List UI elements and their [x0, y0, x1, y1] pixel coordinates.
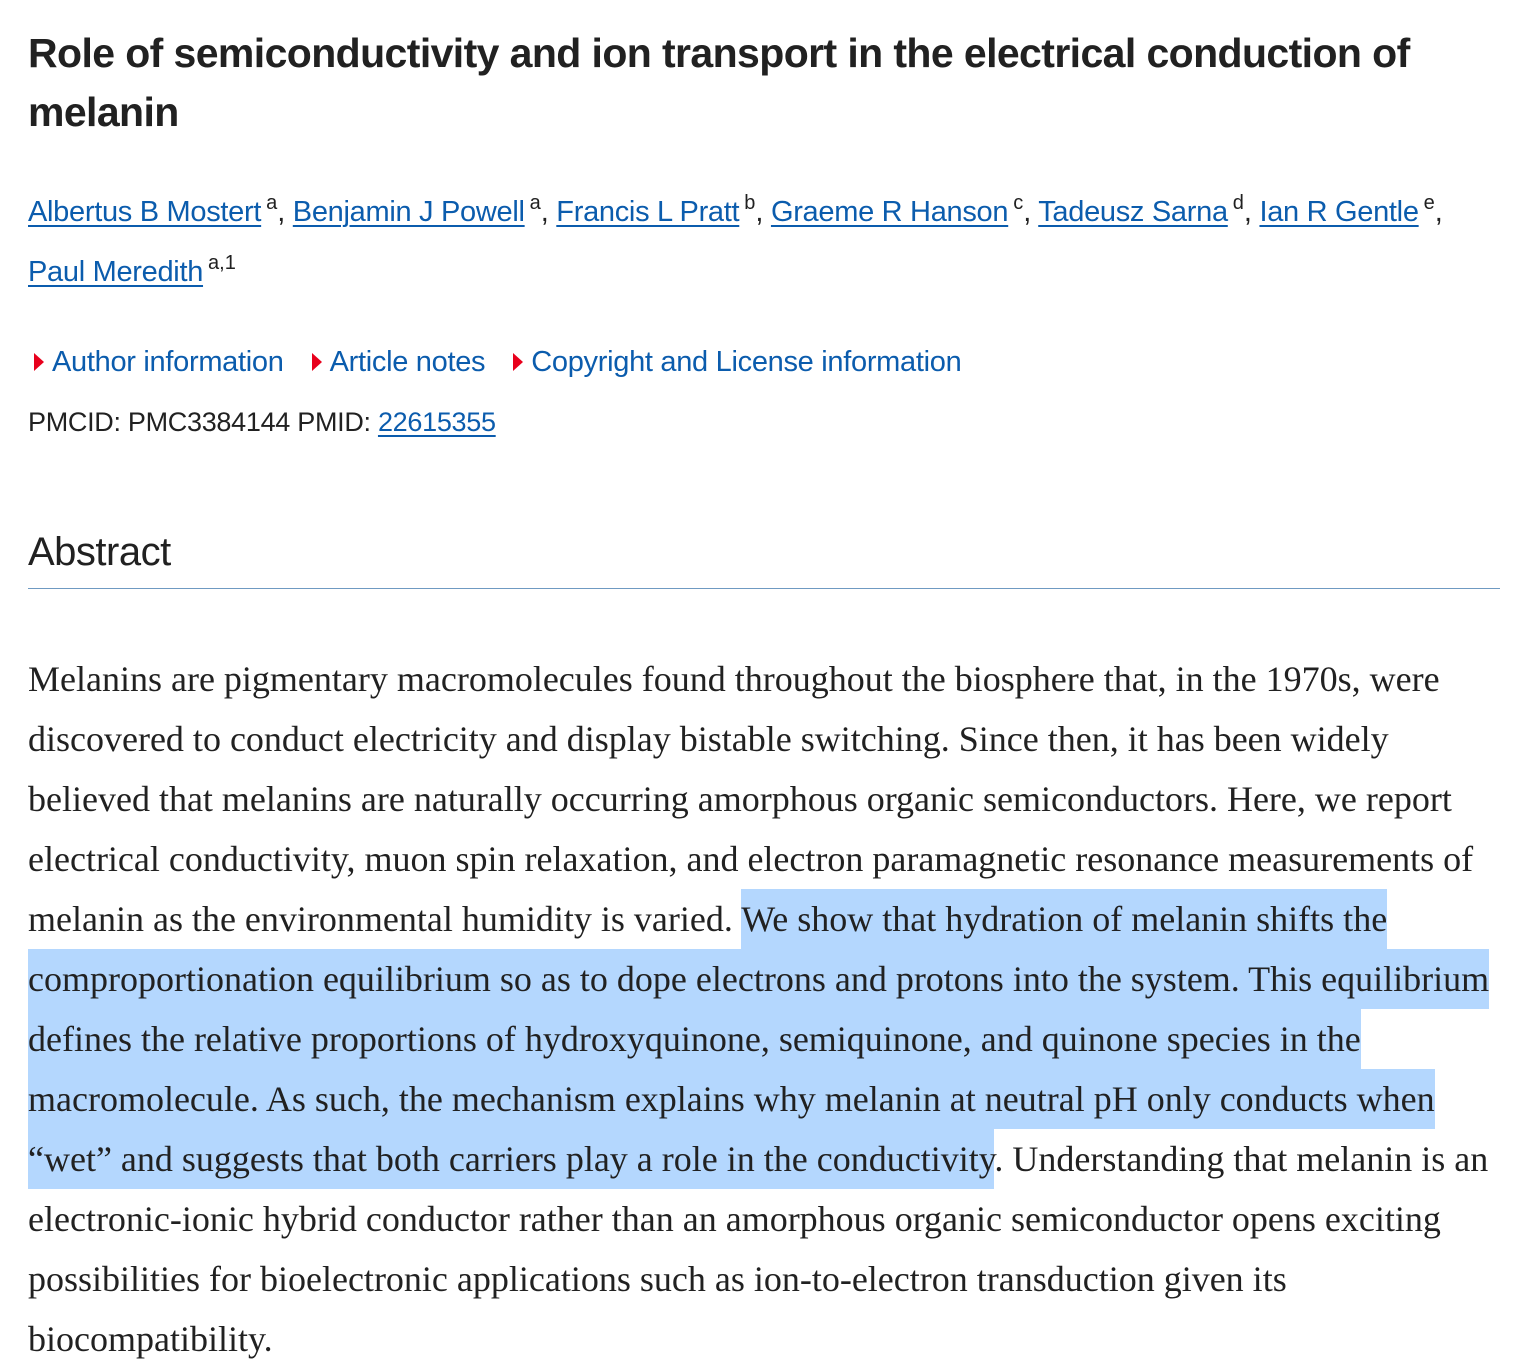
author-separator: ,	[755, 196, 764, 228]
copyright-license-toggle[interactable]	[507, 332, 961, 392]
abstract-text-before: Melanins are pigmentary macromolecules found throughout the biosphere that, in the 1970s, were discovered to conduct electricity and display bistable switching. Since then, it has been widely believed that melanins are naturally occurring amorphous organic semiconductors. Here, we report electrical conductivity, muon spin relaxation, and electron paramagnetic resonance measurements of melanin as the environmental humidity is varied.	[28, 659, 1474, 939]
pmcid-value: PMC3384144	[127, 407, 291, 437]
article-notes-toggle[interactable]	[306, 332, 486, 392]
author-separator: ,	[1023, 196, 1031, 228]
author-separator: ,	[1434, 196, 1443, 228]
author-link-gentle[interactable]: Ian R Gentle	[1259, 196, 1419, 228]
author-link-sarna[interactable]: Tadeusz Sarna	[1038, 196, 1228, 228]
caret-right-icon	[34, 353, 44, 371]
author-link-pratt[interactable]: Francis L Pratt	[556, 196, 740, 228]
article-identifiers	[28, 392, 1500, 452]
copyright-license-label: Copyright and License information	[531, 346, 962, 378]
pmid-label: PMID:	[297, 407, 371, 437]
author-separator: ,	[1243, 196, 1252, 228]
author-link-meredith[interactable]: Paul Meredith	[28, 256, 204, 288]
caret-right-icon	[312, 353, 322, 371]
article-info-toggles	[28, 332, 1500, 392]
author-list	[28, 182, 1500, 302]
author-affiliation: e	[1423, 192, 1435, 214]
author-link-mostert[interactable]: Albertus B Mostert	[28, 196, 262, 228]
author-information-toggle[interactable]	[28, 332, 284, 392]
pmcid-label: PMCID:	[28, 407, 121, 437]
author-link-powell[interactable]: Benjamin J Powell	[292, 196, 525, 228]
author-link-hanson[interactable]: Graeme R Hanson	[770, 196, 1009, 228]
article-page	[28, 0, 1500, 1369]
caret-right-icon	[513, 353, 523, 371]
author-affiliation: d	[1232, 192, 1244, 214]
author-separator: ,	[540, 196, 549, 228]
abstract-paragraph	[28, 649, 1500, 1369]
author-affiliation: b	[744, 192, 756, 214]
author-affiliation: c	[1013, 192, 1024, 214]
abstract-heading: Abstract	[28, 522, 1500, 589]
pmid-link[interactable]: 22615355	[377, 407, 496, 437]
author-information-label: Author information	[52, 346, 284, 378]
author-affiliation: a	[529, 192, 541, 214]
abstract-selected-text: We show that hydration of melanin shifts the comproportionation equilibrium so as to dope electrons and protons into the system. This equilibrium defines the relative proportions of hydroxyquinone, semiquinone, and quinone species in the macromolecule. As such, the mechanism explains why melanin at neutral pH only conducts when “wet” and suggests that both carriers play a role in the conductivity	[28, 889, 1489, 1189]
article-title: Role of semiconductivity and ion transport in the electrical conduction of melanin	[28, 30, 1410, 135]
abstract-text-after: . Understanding that melanin is an electronic-ionic hybrid conductor rather than an amorphous organic semiconductor opens exciting possibilities for bioelectronic applications such as ion-to-electron transduction given its biocompatibility.	[28, 1139, 1489, 1359]
author-affiliation: a,1	[208, 252, 236, 274]
article-notes-label: Article notes	[329, 346, 486, 378]
author-affiliation: a	[266, 192, 278, 214]
author-separator: ,	[277, 196, 286, 228]
